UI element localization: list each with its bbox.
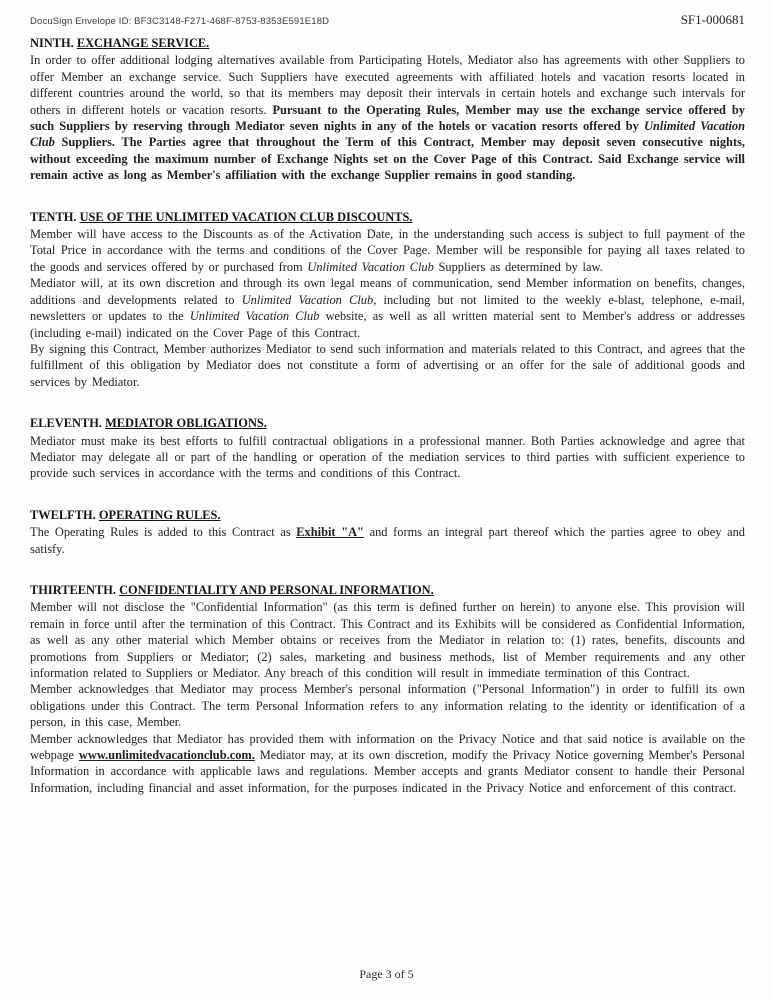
section-title: OPERATING RULES. [98,507,221,522]
page-footer [0,967,773,982]
section-title: USE OF THE UNLIMITED VACATION CLUB DISCOUNTS. [79,209,413,224]
text-run: In order to offer additional lodging alternatives available from Participating Hotels, Mediator also has agreements with other Suppliers to offer Member an exchange service. Such Suppliers have executed agreements with affiliated hotels and vacation resorts located in different countries around the world, so that its members may deposit their intervals in certain hotels and exchange such intervals for others in different hotels or vacation resorts. [30,53,745,117]
paragraph [30,681,745,730]
text-run: , including but not limited to the weekly e-blast, telephone, e-mail, newsletters or updates to the [30,292,745,324]
privacy-notice-url: www.unlimitedvacationclub.com. [78,748,255,763]
text-run: The Operating Rules is added to this Contract as [30,525,297,540]
contract-section [30,35,745,184]
contract-section [30,582,745,796]
text-run: Unlimited Vacation Club [189,309,320,324]
section-heading [30,415,745,431]
paragraph [30,524,745,557]
contract-body [30,35,745,796]
text-run: Member will have access to the Discounts as of the Activation Date, in the understanding such access is subject to full payment of the Total Price in accordance with the terms and conditions of the Cover Page. Member will be responsible for paying all taxes related to the goods and services offered by or purchased from [30,227,745,274]
docusign-envelope-id: DocuSign Envelope ID: BF3C3148-F271-468F-8753-8353E591E18D [30,16,330,27]
text-run: Member acknowledges that Mediator may process Member's personal information ("Personal Information") in order to fulfill its own obligations under this Contract. The term Personal Information refers to any information relating to the identity or identification of a person, in this case, Member. [30,682,745,730]
section-heading [30,35,745,51]
section-heading [30,209,745,225]
section-title: EXCHANGE SERVICE. [76,36,210,50]
text-run: By signing this Contract, Member authorizes Mediator to send such information and materials related to this Contract, and agrees that the fulfillment of this obligation by Mediator does not constitute a form of advertising or an offer for the sale of additional goods and services by Mediator. [30,341,745,389]
paragraph [30,599,745,681]
section-number: THIRTEENTH. [30,582,116,597]
text-run: Mediator may, at its own discretion, modify the Privacy Notice governing Member's Personal Information in accordance with applicable laws and regulations. Member accepts and grants Mediator consent to handle their Personal Information, including financial and asset information, for the purposes indicated in the Privacy Notice and enforcement of this contract. [30,748,745,795]
text-run: Unlimited Vacation Club [241,292,374,307]
paragraph [30,731,745,797]
paragraph [30,226,745,275]
section-title: MEDIATOR OBLIGATIONS. [105,416,267,431]
text-run: and forms an integral part thereof which the parties agree to obey and satisfy. [30,525,745,556]
section-title: CONFIDENTIALITY AND PERSONAL INFORMATION. [119,582,434,597]
section-heading [30,507,745,523]
section-number: TENTH. [30,209,77,224]
text-run: Mediator will, at its own discretion and through its own legal means of communication, send Member information on benefits, changes, additions and developments related to [30,276,745,307]
paragraph [30,52,745,183]
text-run: Unlimited Vacation Club [30,119,745,150]
contract-section [30,209,745,390]
text-run: Suppliers as determined by law. [433,259,603,274]
text-run: Mediator must make its best efforts to fulfill contractual obligations in a professional manner. Both Parties acknowledge and agree that Mediator may delegate all or part of the handling or operation of the mediation services to third parties with sufficient experience to provide such services in accordance with the terms and conditions of this Contract. [30,433,745,481]
text-run: Member will not disclose the "Confidential Information" (as this term is defined further on herein) to anyone else. This provision will remain in force until after the termination of this Contract. This Contract and its Exhibits will be considered as Confidential Information, as well as any other material which Member obtains or receives from the Mediator in relation to: (1) rates, benefits, discounts and promotions from Suppliers or Mediator; (2) sales, marketing and business methods, list of Member requirements and any other information related to Suppliers or Mediator. Any breach of this condition will result in immediate termination of this Contract. [30,600,745,680]
paragraph [30,433,745,482]
section-number: NINTH. [30,36,74,50]
document-code: SF1-000681 [680,12,745,27]
section-heading [30,582,745,598]
text-run: Member acknowledges that Mediator has provided them with information on the Privacy Notice and that said notice is available on the webpage [30,731,745,763]
text-run: Unlimited Vacation Club [307,259,434,274]
text-run: website, as well as all written material sent to Member's address or addresses (including e-mail) indicated on the Cover Page of this Contract. [30,309,745,340]
page-indicator: Page 3 of 5 [359,967,414,981]
contract-section [30,507,745,557]
section-number: TWELFTH. [30,507,96,522]
text-run: Exhibit "A" [296,525,364,540]
text-run: Suppliers. The Parties agree that throughout the Term of this Contract, Member may deposit seven consecutive nights, without exceeding the maximum number of Exchange Nights set on the Cover Page of this Contract. Said Exchange service will remain active as long as Member's affiliation with the exchange Supplier remains in good standing. [30,135,745,183]
paragraph [30,275,745,341]
paragraph [30,341,745,390]
document-header [30,12,745,28]
section-number: ELEVENTH. [30,416,102,431]
text-run: Pursuant to the Operating Rules, Member may use the exchange service offered by such Suppliers by reserving through Mediator seven nights in any of the hotels or vacation resorts offered by [30,102,745,134]
contract-section [30,415,745,482]
